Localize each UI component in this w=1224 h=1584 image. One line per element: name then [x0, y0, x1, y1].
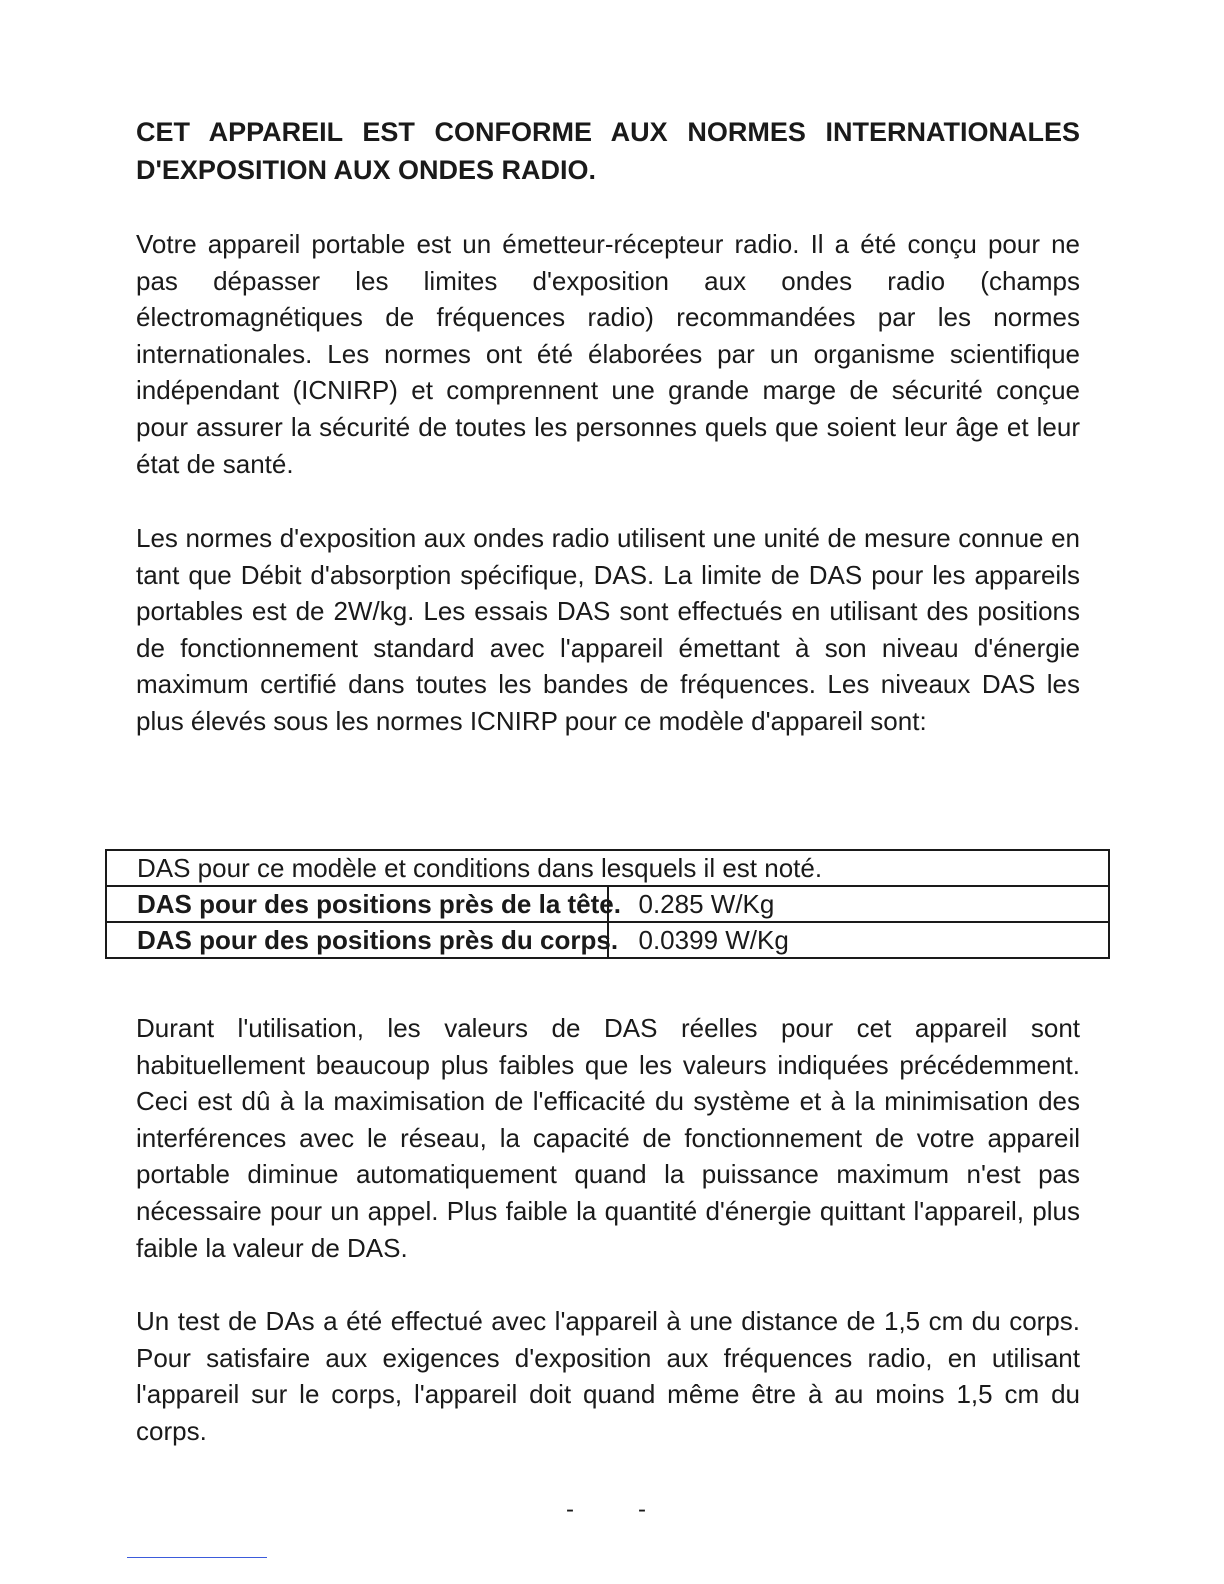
sar-table-caption: DAS pour ce modèle et conditions dans lesquels il est noté. [106, 850, 1109, 886]
sar-row-value: 0.0399 W/Kg [608, 922, 1110, 958]
paragraph-body-distance: Un test de DAs a été effectué avec l'appareil à une distance de 1,5 cm du corps. Pour satisfaire aux exigences d'exposition aux fréquences radio, en utilisant l'appareil sur le corps, l'appareil doit quand même être à au moins 1,5 cm du corps. [136, 1306, 1080, 1446]
footer-rule [127, 1557, 267, 1558]
sar-table-row [106, 922, 1109, 958]
footer-dash-left: - [566, 1496, 574, 1523]
sar-table-row [106, 886, 1109, 922]
footer-dash-right: - [638, 1496, 646, 1523]
paragraph-sar-standards: Les normes d'exposition aux ondes radio utilisent une unité de mesure connue en tant que Débit d'absorption spécifique, DAS. La limite de DAS pour les appareils portables est de 2W/kg. Les essais DAS sont effectués en utilisant des positions de fonctionnement standard avec l'appareil émettant à son niveau d'énergie maximum certifié dans toutes les bandes de fréquences. Les niveaux DAS les plus élevés sous les normes ICNIRP pour ce modèle d'appareil sont: [136, 523, 1080, 736]
paragraph-actual-values: Durant l'utilisation, les valeurs de DAS réelles pour cet appareil sont habituellement beaucoup plus faibles que les valeurs indiquées précédemment. Ceci est dû à la maximisation de l'efficacité du système et à la minimisation des interférences avec le réseau, la capacité de fonctionnement de votre appareil portable diminue automatiquement quand la puissance maximum n'est pas nécessaire pour un appel. Plus faible la quantité d'énergie quittant l'appareil, plus faible la valeur de DAS. [136, 1013, 1080, 1263]
sar-row-label: DAS pour des positions près du corps. [106, 922, 608, 958]
sar-table-caption-row [106, 850, 1109, 886]
page-footer [566, 1496, 646, 1524]
sar-row-value: 0.285 W/Kg [608, 886, 1110, 922]
page-heading: CET APPAREIL EST CONFORME AUX NORMES INTERNATIONALES D'EXPOSITION AUX ONDES RADIO. [136, 117, 1080, 185]
paragraph-intro: Votre appareil portable est un émetteur-récepteur radio. Il a été conçu pour ne pas dépasser les limites d'exposition aux ondes radio (champs électromagnétiques de fréquences radio) recommandées par les normes internationales. Les normes ont été élaborées par un organisme scientifique indépendant (ICNIRP) et comprennent une grande marge de sécurité conçue pour assurer la sécurité de toutes les personnes quels que soient leur âge et leur état de santé. [136, 229, 1080, 479]
sar-row-label: DAS pour des positions près de la tête. [106, 886, 608, 922]
sar-table [105, 849, 1110, 959]
